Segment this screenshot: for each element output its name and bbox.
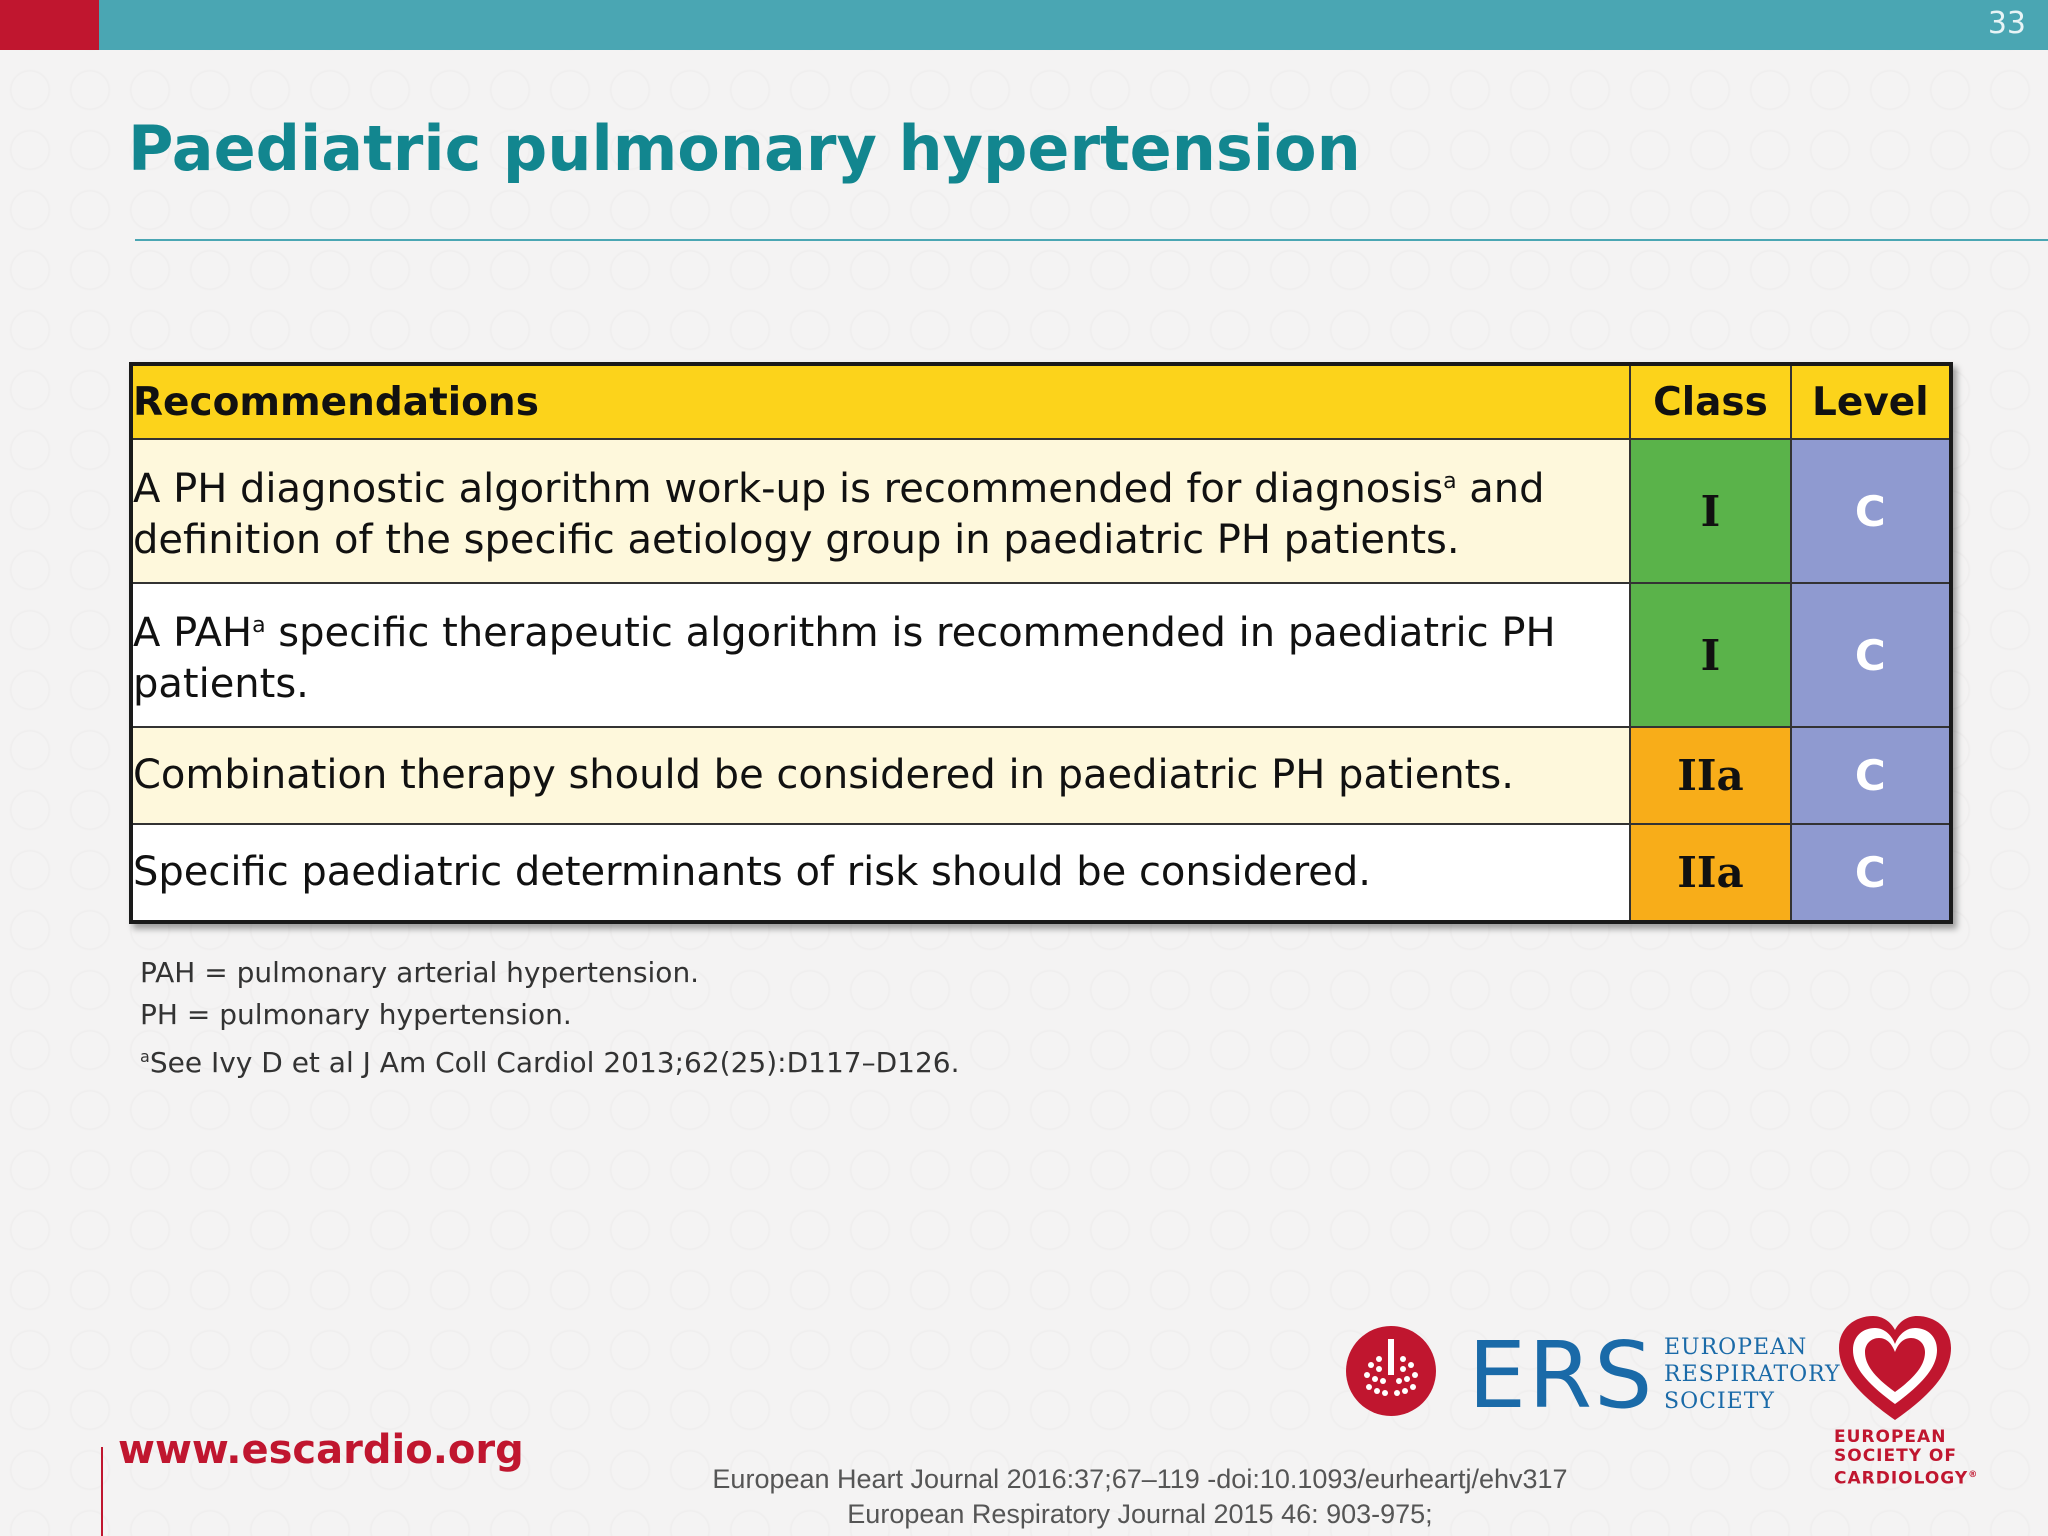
website-link[interactable]: www.escardio.org [118,1427,524,1473]
header-level: Level [1791,364,1951,439]
recommendation-text: Combination therapy should be considered in paediatric PH patients. [131,727,1630,824]
title-divider [135,239,2048,241]
class-cell: I [1630,439,1790,583]
recommendations-table [129,362,1953,924]
class-cell: IIa [1630,824,1790,922]
reference-erj: European Respiratory Journal 2015 46: 903-975; [847,1499,1433,1529]
footnote-ph: PH = pulmonary hypertension. [140,998,572,1031]
footnote-marker: a [252,613,266,638]
header-recommendations: Recommendations [131,364,1630,439]
table-row [131,583,1951,727]
footnote-marker: a [140,1047,150,1066]
recommendation-text: A PH diagnostic algorithm work-up is recommended for diagnosis$^a$ and definition of the specific aetiology group in paediatric PH patients. [131,439,1630,583]
esc-heart-icon [1835,1312,1955,1427]
footnote-pah: PAH = pulmonary arterial hypertension. [140,956,700,989]
level-cell: C [1791,439,1951,583]
table-row [131,439,1951,583]
header-class: Class [1630,364,1790,439]
class-cell: IIa [1630,727,1790,824]
table-row [131,824,1951,922]
table-row [131,727,1951,824]
footnote-reference: $^a$See Ivy D et al J Am Coll Cardiol 2013;62(25):D117–D126. [140,1046,960,1079]
ers-full-name: EUROPEAN RESPIRATORY SOCIETY [1664,1335,1841,1414]
esc-full-name: EUROPEAN SOCIETY OF CARDIOLOGY® [1834,1427,1979,1489]
level-cell: C [1791,583,1951,727]
ers-logo-text: ERS [1468,1322,1655,1429]
journal-references [690,1462,1590,1532]
table-header-row [131,364,1951,439]
reference-ehj: European Heart Journal 2016:37;67–119 -doi:10.1093/eurheartj/ehv317 [712,1464,1568,1494]
recommendation-text: Specific paediatric determinants of risk should be considered. [131,824,1630,922]
level-cell: C [1791,727,1951,824]
footnote-marker: a [1443,469,1457,494]
page-title: Paediatric pulmonary hypertension [128,112,1361,185]
slide-number: 33 [1987,6,2026,41]
level-cell: C [1791,824,1951,922]
ers-lungs-icon [1345,1325,1437,1417]
class-cell: I [1630,583,1790,727]
recommendation-text: A PAH$^a$ specific therapeutic algorithm is recommended in paediatric PH patients. [131,583,1630,727]
top-bar [0,0,2048,50]
footer-accent-line [101,1447,103,1536]
footnotes [140,952,960,1084]
top-bar-accent [0,0,99,50]
